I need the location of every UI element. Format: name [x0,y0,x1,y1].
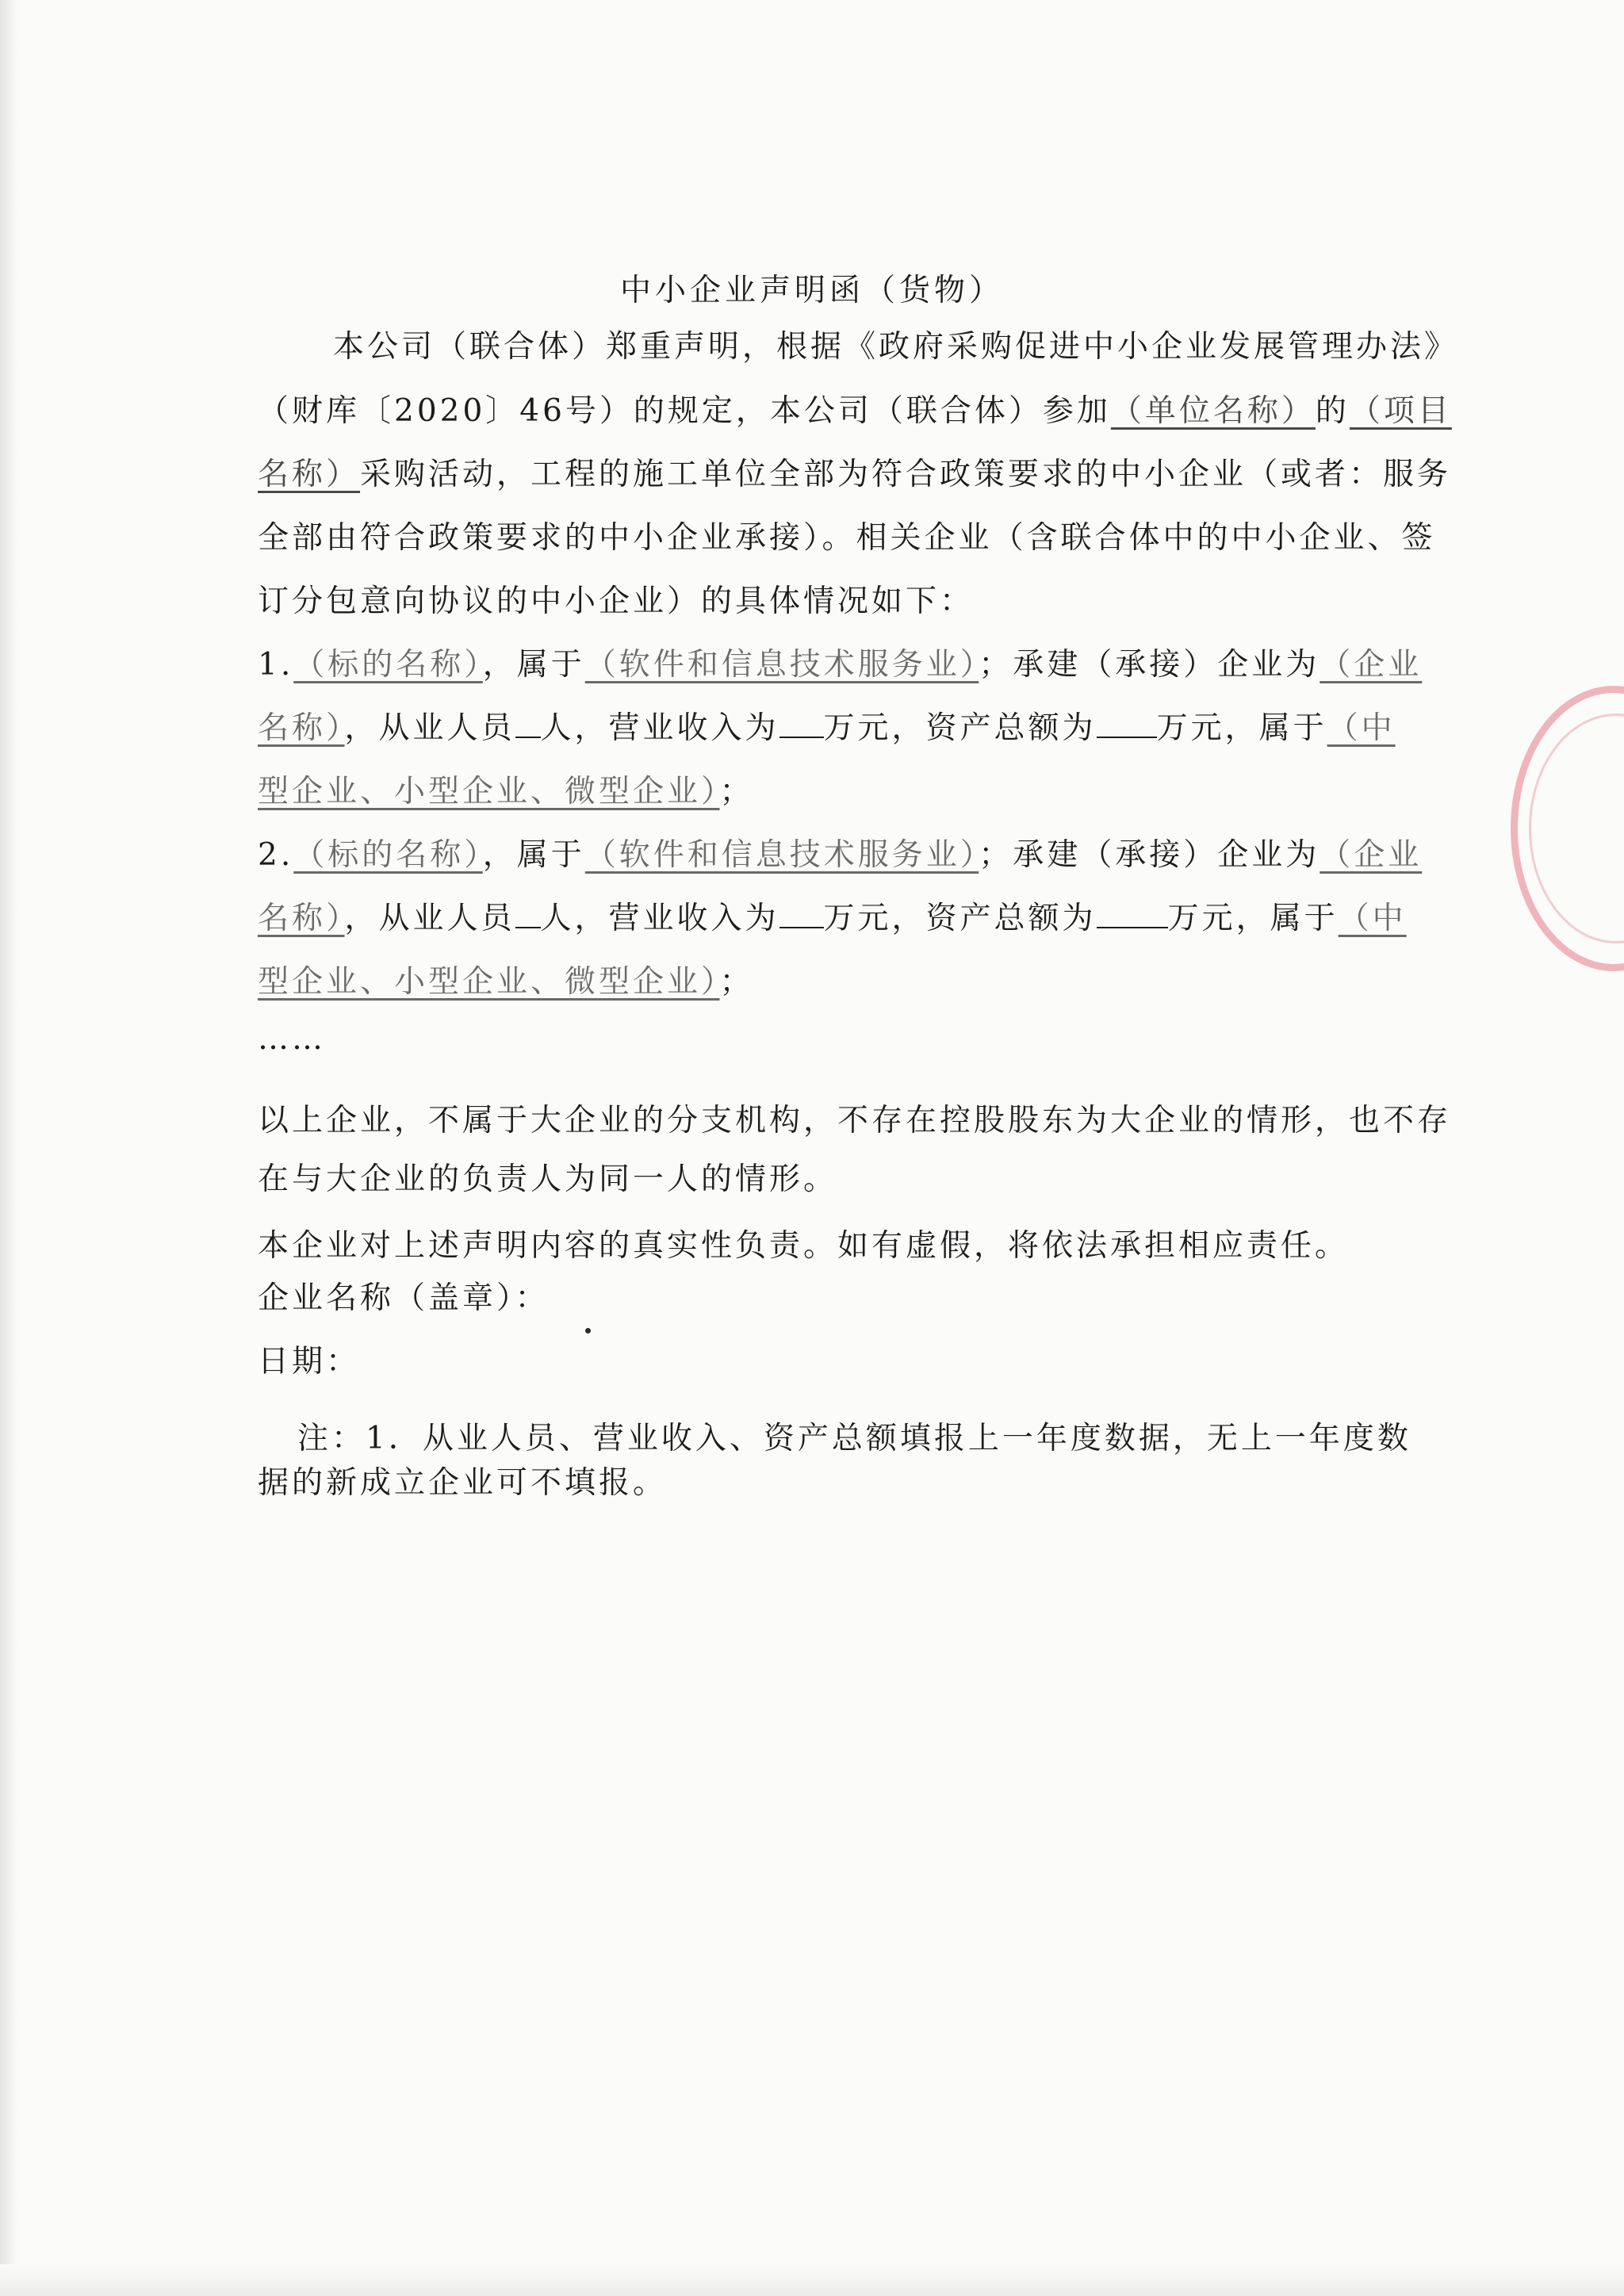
scan-bottom-edge [0,2264,1624,2296]
unit-name-placeholder: （单位名称） [1110,393,1316,429]
item-number: 1. [258,647,294,683]
intro-line-1 [333,327,1458,368]
note-line-1: 注：1．从业人员、营业收入、资产总额填报上一年度数据，无上一年度数 [297,1421,1411,1456]
item-1-line-3 [258,771,754,813]
subject-name-placeholder: （标的名称） [293,647,483,683]
scan-left-edge [0,0,17,2296]
industry-placeholder: （软件和信息技术服务业） [584,837,979,873]
staff-count-blank [515,900,541,928]
item-1-line-2 [258,708,1396,749]
item-2-line-3 [258,962,754,1003]
company-name-placeholder: 名称） [258,710,345,746]
project-name-placeholder: （项目 [1349,393,1452,429]
ink-speck [585,1328,591,1334]
intro-text: 采购活动，工程的施工单位全部为符合政策要求的中小企业（或者：服务 [360,457,1452,492]
scale-placeholder: （中 [1327,710,1396,746]
document-title: 中小企业声明函（货物） [619,273,1004,308]
item-text: ，从业人员 [344,710,515,746]
item-text: 万元，属于 [1167,901,1339,936]
item-text: ，属于 [482,837,585,873]
item-text: 万元，属于 [1156,710,1327,746]
item-text: ，属于 [482,647,585,683]
intro-line-4 [258,518,1436,559]
intro-text: （财库〔2020〕46号）的规定，本公司（联合体）参加 [258,393,1111,429]
assets-blank [1097,710,1157,738]
statement-line-3: 本企业对上述声明内容的真实性负责。如有虚假，将依法承担相应责任。 [258,1228,1350,1264]
item-text: ，从业人员 [344,901,515,936]
subject-name-placeholder: （标的名称） [293,837,483,873]
intro-line-2 [258,391,1452,432]
item-text: ；承建（承接）企业为 [979,837,1320,873]
date-label: 日期： [258,1344,361,1380]
revenue-blank [779,710,824,738]
item-text: 人，营业收入为 [540,710,779,746]
company-seal-label: 企业名称（盖章）： [258,1280,550,1316]
note-line-2: 据的新成立企业可不填报。 [258,1465,668,1501]
statement-line-1: 以上企业，不属于大企业的分支机构，不存在控股股东为大企业的情形，也不存 [258,1103,1452,1138]
staff-count-blank [515,710,541,738]
intro-text: 订分包意向协议的中小企业）的具体情况如下： [258,584,975,619]
industry-placeholder: （软件和信息技术服务业） [584,647,979,683]
item-text: 万元，资产总额为 [823,901,1097,936]
assets-blank [1097,900,1168,928]
scale-placeholder: 型企业、小型企业、微型企业） [258,964,720,1000]
company-name-placeholder: （企业 [1320,837,1423,873]
item-1-line-1 [258,645,1422,686]
item-text: 人，营业收入为 [540,901,779,936]
intro-line-3 [258,454,1451,496]
item-text: ； [719,964,754,1000]
scale-placeholder: 型企业、小型企业、微型企业） [258,774,720,809]
ellipsis: …… [258,1021,326,1057]
item-text: 万元，资产总额为 [823,710,1097,746]
project-name-placeholder: 名称） [258,457,361,492]
item-2-line-1 [258,835,1422,876]
item-text: ；承建（承接）企业为 [979,647,1320,683]
company-name-placeholder: 名称） [258,901,345,936]
scale-placeholder: （中 [1338,901,1407,936]
intro-text: 的 [1315,393,1350,429]
revenue-blank [779,900,824,928]
item-text: ； [719,774,754,809]
item-number: 2. [258,837,294,873]
statement-line-2: 在与大企业的负责人为同一人的情形。 [258,1161,838,1197]
company-name-placeholder: （企业 [1320,647,1423,683]
item-2-line-2 [258,898,1407,939]
intro-line-5 [258,581,974,622]
intro-text: 本公司（联合体）郑重声明，根据《政府采购促进中小企业发展管理办法》 [333,329,1459,365]
intro-text: 全部由符合政策要求的中小企业承接）。相关企业（含联合体中的中小企业、签 [258,520,1436,556]
